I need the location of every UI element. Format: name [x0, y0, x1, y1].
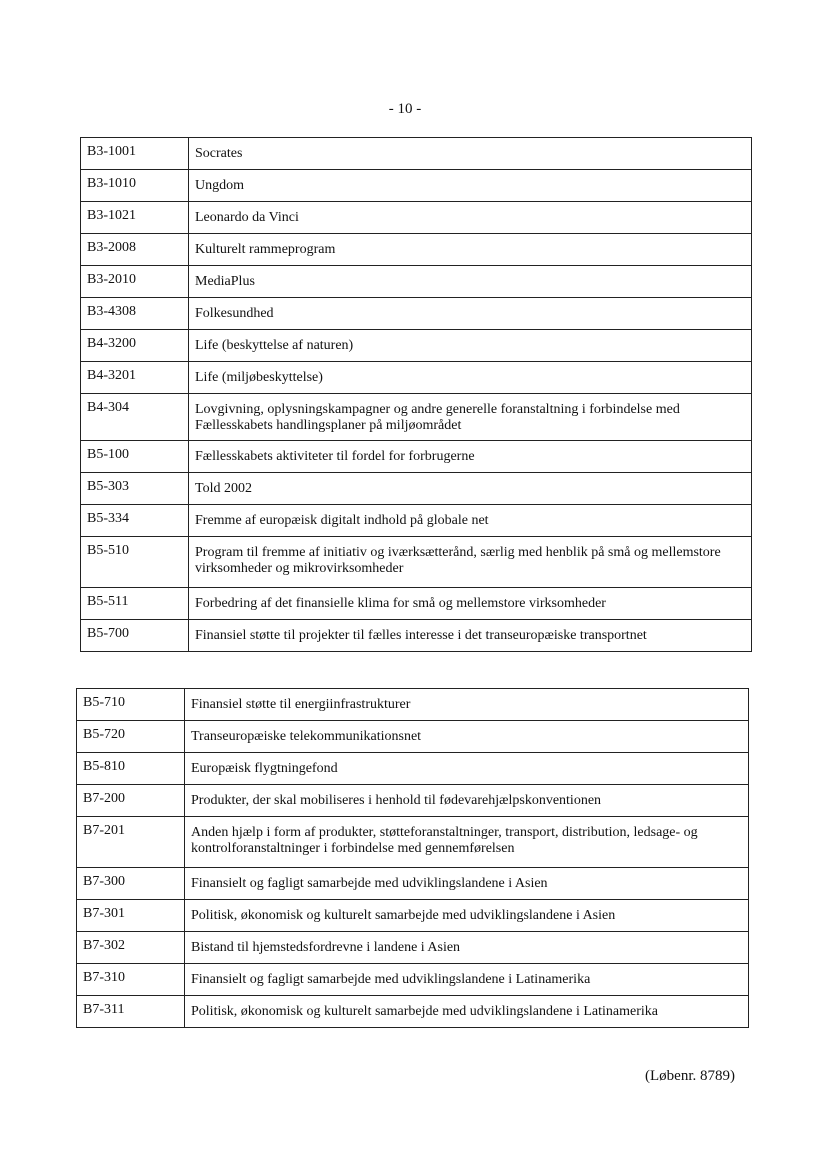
page-number: - 10 -: [388, 101, 422, 117]
table-row: [81, 620, 752, 652]
budget-line-code: B5-100: [81, 441, 189, 473]
table-row: [81, 505, 752, 537]
budget-line-description: Politisk, økonomisk og kulturelt samarbejde med udviklingslandene i Latinamerika: [185, 996, 749, 1028]
table-row: [81, 362, 752, 394]
budget-lines-table-2: [76, 688, 749, 1028]
budget-line-code: B5-720: [77, 721, 185, 753]
budget-line-code: B7-311: [77, 996, 185, 1028]
budget-line-description: Fremme af europæisk digitalt indhold på globale net: [189, 505, 752, 537]
table-row: [77, 817, 749, 868]
budget-line-code: B5-511: [81, 588, 189, 620]
budget-line-code: B5-710: [77, 689, 185, 721]
budget-line-description: Life (miljøbeskyttelse): [189, 362, 752, 394]
table-row: [77, 932, 749, 964]
budget-line-description: Ungdom: [189, 170, 752, 202]
budget-line-code: B3-1010: [81, 170, 189, 202]
table-row: [77, 996, 749, 1028]
budget-line-code: B7-201: [77, 817, 185, 868]
table-row: [81, 441, 752, 473]
table-row: [81, 266, 752, 298]
budget-line-code: B7-302: [77, 932, 185, 964]
budget-line-code: B5-810: [77, 753, 185, 785]
budget-line-code: B3-2008: [81, 234, 189, 266]
table-row: [81, 394, 752, 441]
budget-line-code: B3-2010: [81, 266, 189, 298]
budget-line-description: Forbedring af det finansielle klima for små og mellemstore virksomheder: [189, 588, 752, 620]
budget-line-description: Leonardo da Vinci: [189, 202, 752, 234]
footer-reference: (Løbenr. 8789): [645, 1068, 735, 1084]
table-row: [81, 202, 752, 234]
table-row: [77, 785, 749, 817]
budget-line-code: B3-1001: [81, 138, 189, 170]
table-body: [77, 689, 749, 1028]
table-row: [77, 868, 749, 900]
table-row: [81, 298, 752, 330]
budget-line-description: Told 2002: [189, 473, 752, 505]
table-body: [81, 138, 752, 652]
budget-line-description: Life (beskyttelse af naturen): [189, 330, 752, 362]
budget-line-description: Transeuropæiske telekommunikationsnet: [185, 721, 749, 753]
budget-line-code: B5-303: [81, 473, 189, 505]
budget-line-code: B4-304: [81, 394, 189, 441]
budget-line-code: B7-200: [77, 785, 185, 817]
budget-line-code: B3-4308: [81, 298, 189, 330]
table-row: [81, 170, 752, 202]
budget-line-description: Lovgivning, oplysningskampagner og andre generelle foranstaltning i forbindelse med Fællesskabets handlingsplaner på miljøområdet: [189, 394, 752, 441]
table-row: [81, 588, 752, 620]
budget-line-description: Produkter, der skal mobiliseres i henhold til fødevarehjælpskonventionen: [185, 785, 749, 817]
budget-line-description: Finansielt og fagligt samarbejde med udviklingslandene i Latinamerika: [185, 964, 749, 996]
budget-line-code: B3-1021: [81, 202, 189, 234]
table-row: [81, 330, 752, 362]
budget-line-description: Program til fremme af initiativ og iværksætterånd, særlig med henblik på små og mellemstore virksomheder og mikrovirksomheder: [189, 537, 752, 588]
budget-line-description: Bistand til hjemstedsfordrevne i landene i Asien: [185, 932, 749, 964]
budget-line-description: Finansiel støtte til projekter til fælles interesse i det transeuropæiske transportnet: [189, 620, 752, 652]
table-row: [81, 234, 752, 266]
budget-line-description: Politisk, økonomisk og kulturelt samarbejde med udviklingslandene i Asien: [185, 900, 749, 932]
table-row: [81, 138, 752, 170]
budget-line-code: B7-301: [77, 900, 185, 932]
budget-line-description: Socrates: [189, 138, 752, 170]
budget-line-code: B7-310: [77, 964, 185, 996]
table-row: [77, 721, 749, 753]
budget-line-code: B7-300: [77, 868, 185, 900]
budget-line-description: Anden hjælp i form af produkter, støtteforanstaltninger, transport, distribution, ledsage- og kontrolforanstaltninger i forbindelse med gennemførelsen: [185, 817, 749, 868]
budget-line-description: Folkesundhed: [189, 298, 752, 330]
table-row: [81, 473, 752, 505]
budget-line-description: Kulturelt rammeprogram: [189, 234, 752, 266]
budget-line-code: B5-334: [81, 505, 189, 537]
table-row: [77, 964, 749, 996]
table-row: [77, 689, 749, 721]
budget-line-description: Finansiel støtte til energiinfrastrukturer: [185, 689, 749, 721]
budget-line-description: Finansielt og fagligt samarbejde med udviklingslandene i Asien: [185, 868, 749, 900]
budget-line-code: B4-3201: [81, 362, 189, 394]
table-row: [81, 537, 752, 588]
budget-line-code: B4-3200: [81, 330, 189, 362]
budget-line-description: MediaPlus: [189, 266, 752, 298]
table-row: [77, 900, 749, 932]
budget-lines-table-1: [80, 137, 752, 652]
table-row: [77, 753, 749, 785]
budget-line-code: B5-700: [81, 620, 189, 652]
budget-line-description: Europæisk flygtningefond: [185, 753, 749, 785]
budget-line-code: B5-510: [81, 537, 189, 588]
budget-line-description: Fællesskabets aktiviteter til fordel for forbrugerne: [189, 441, 752, 473]
